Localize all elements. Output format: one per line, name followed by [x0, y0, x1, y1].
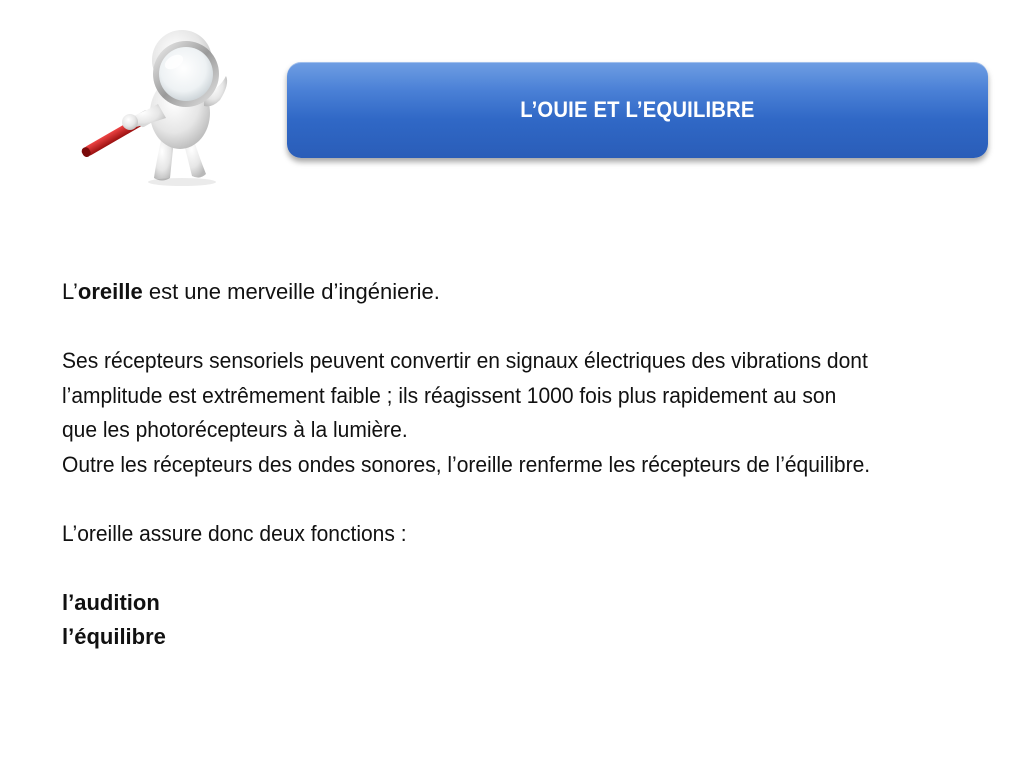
spacer — [62, 551, 982, 586]
paragraph-line-text: que les photorécepteurs à la lumière. — [62, 417, 408, 442]
slide-title: L’OUIE ET L’EQUILIBRE — [520, 97, 755, 122]
spacer — [62, 310, 982, 345]
paragraph-line — [62, 413, 982, 448]
function-item — [62, 586, 982, 621]
slide-body — [62, 275, 982, 655]
intro-prefix: L’ — [62, 279, 78, 304]
paragraph-line-text: Outre les récepteurs des ondes sonores, l’oreille renferme les récepteurs de l’équilibre. — [62, 451, 871, 477]
paragraph-line — [62, 448, 982, 483]
intro-suffix: est une merveille d’ingénierie. — [142, 279, 440, 304]
paragraph-line — [62, 379, 982, 414]
title-banner — [287, 62, 988, 158]
function-item-label: l’équilibre — [62, 624, 166, 649]
functions-intro-text: L’oreille assure donc deux fonctions : — [62, 520, 407, 546]
paragraph-line-text: Ses récepteurs sensoriels peuvent convertir en signaux électriques des vibrations dont — [62, 348, 868, 373]
intro-line — [62, 275, 982, 310]
spacer — [62, 482, 982, 517]
function-item-label: l’audition — [62, 589, 160, 615]
function-item — [62, 620, 982, 655]
paragraph-line — [62, 344, 982, 379]
paragraph-line-text: l’amplitude est extrêmement faible ; ils réagissent 1000 fois plus rapidement au son — [62, 382, 837, 408]
functions-intro — [62, 517, 982, 552]
intro-bold-word: oreille — [77, 279, 143, 304]
magnifying-glass-figure-icon — [70, 18, 250, 188]
